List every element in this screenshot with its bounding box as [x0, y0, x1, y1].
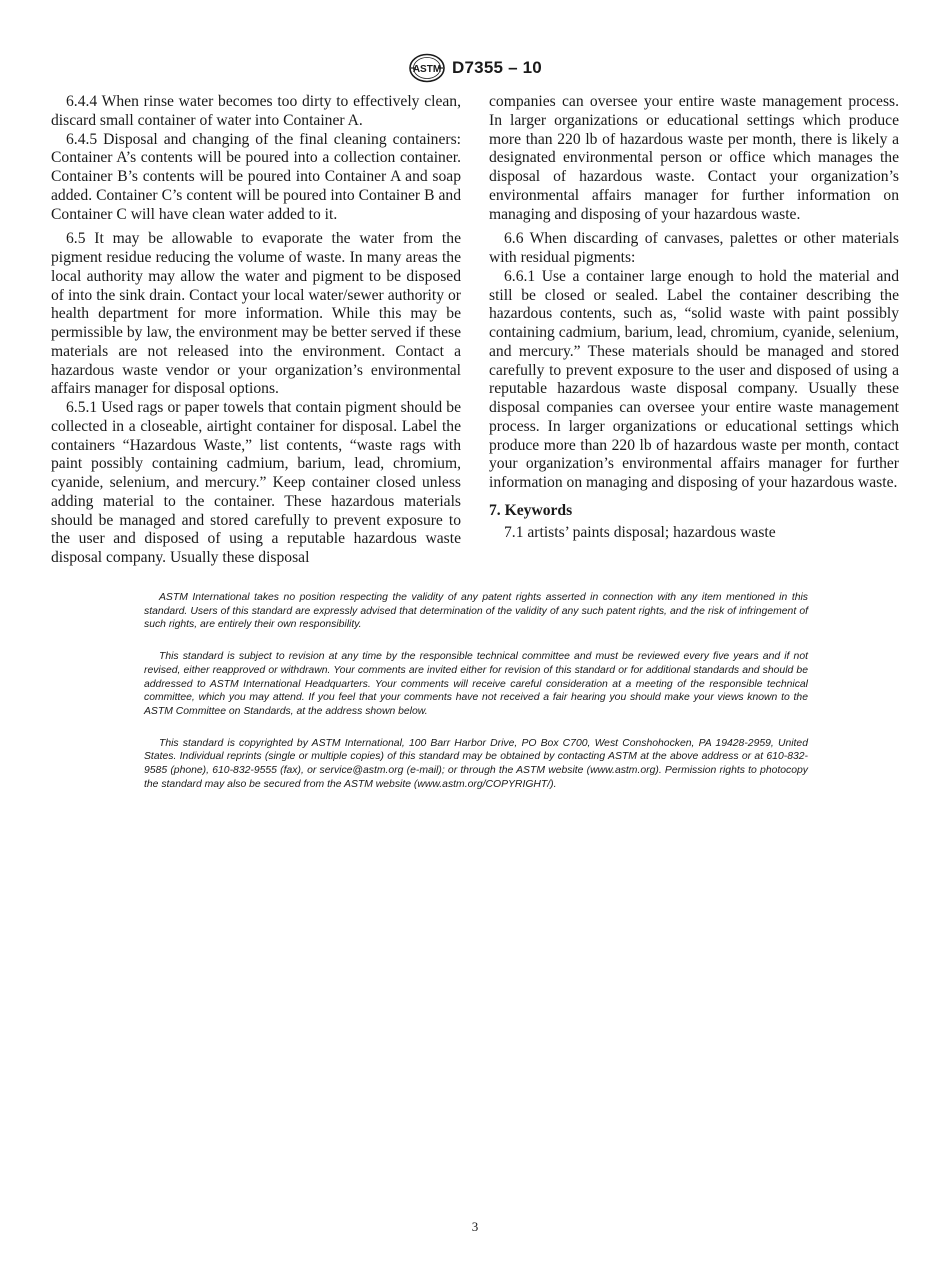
paragraph-6-5: 6.5 It may be allowable to evaporate the water from the pigment residue reducing the volume of waste. In many areas the local authority may allow the water and pigment to be disposed of into the sink drain. Contact your local water/sewer authority or health department for more information. While this may be permissible by law, the environment may be better served if these materials are not released into the environment. Contact a hazardous waste vendor or your organization’s environmental affairs manager for disposal options.	[51, 230, 461, 398]
page-header	[0, 52, 950, 84]
astm-logo-icon	[408, 53, 446, 83]
astm-logo-lettering: ASTM	[412, 64, 442, 75]
paragraph-6-4-5: 6.4.5 Disposal and changing of the final cleaning containers: Container A’s contents will be poured into a collection container. Container B’s contents will be poured into Container A and soap added. Container C’s content will be poured into Container B and Container C will have clean water added to it.	[51, 130, 461, 223]
paragraph-6-4-4: 6.4.4 When rinse water becomes too dirty to effectively clean, discard small container of water into Container A.	[51, 93, 461, 129]
document-number: D7355 – 10	[452, 58, 542, 77]
paragraph-6-6: 6.6 When discarding of canvases, palettes or other materials with residual pigments:	[489, 230, 899, 266]
paragraph-6-6-1: 6.6.1 Use a container large enough to hold the material and still be closed or sealed. Label the container describing the hazardous contents, such as, “solid waste with paint possibly containing cadmium, barium, lead, chromium, cyanide, selenium, and mercury.” These materials should be managed and stored carefully to prevent exposure to the user and disposed of using a reputable hazardous waste disposal company. Usually these disposal companies can oversee your entire waste management process. In larger organizations or educational settings which produce more than 220 lb of hazardous waste per month, contact your organization’s environmental affairs manager for further information on managing and disposing of your hazardous waste.	[489, 267, 899, 491]
patent-notice: ASTM International takes no position respecting the validity of any patent rights asserted in connection with any item mentioned in this standard. Users of this standard are expressly advised that determination of the validity of any such patent rights, and the risk of infringement of such rights, are entirely their own responsibility.	[144, 592, 808, 631]
paragraph-7-1: 7.1 artists’ paints disposal; hazardous waste	[504, 523, 776, 541]
copyright-notice: This standard is copyrighted by ASTM International, 100 Barr Harbor Drive, PO Box C700, West Conshohocken, PA 19428-2959, United States. Individual reprints (single or multiple copies) of this standard may be obtained by contacting ASTM at the above address or at 610-832-9585 (phone), 610-832-9555 (fax), or service@astm.org (e-mail); or through the ASTM website (www.astm.org). Permission rights to photocopy the standard may also be secured from the ASTM website (www.astm.org/COPYRIGHT/).	[144, 737, 808, 790]
right-column	[489, 93, 899, 542]
revision-notice: This standard is subject to revision at any time by the responsible technical committee and must be reviewed every five years and if not revised, either reapproved or withdrawn. Your comments are invited either for revision of this standard or for additional standards and should be addressed to ASTM International Headquarters. Your comments will receive careful consideration at a meeting of the responsible technical committee, which you may attend. If you feel that your comments have not received a fair hearing you should make your views known to the ASTM Committee on Standards, at the address shown below.	[144, 651, 808, 717]
page-number: 3	[471, 1219, 479, 1234]
paragraph-6-5-1: 6.5.1 Used rags or paper towels that contain pigment should be collected in a closeable, airtight container for disposal. Label the containers “Hazardous Waste,” list contents, “waste rags with paint possibly containing cadmium, barium, lead, chromium, cyanide, selenium, and mercury.” Keep container closed unless adding material to the container. These hazardous materials should be managed and stored carefully to prevent exposure to the user and disposed of using a reputable hazardous waste disposal company. Usually these disposal	[51, 399, 461, 566]
paragraph-6-5-1-continued: companies can oversee your entire waste management process. In larger organizations or educational settings which produce more than 220 lb of hazardous waste per month, there is likely a designated environmental person or office which manages the disposal of hazardous waste. Contact your organization’s environmental affairs manager for further information on managing and disposing of your hazardous waste.	[489, 93, 899, 223]
keywords-heading: 7. Keywords	[489, 501, 573, 519]
left-column	[51, 93, 461, 568]
legal-notices	[144, 591, 808, 809]
